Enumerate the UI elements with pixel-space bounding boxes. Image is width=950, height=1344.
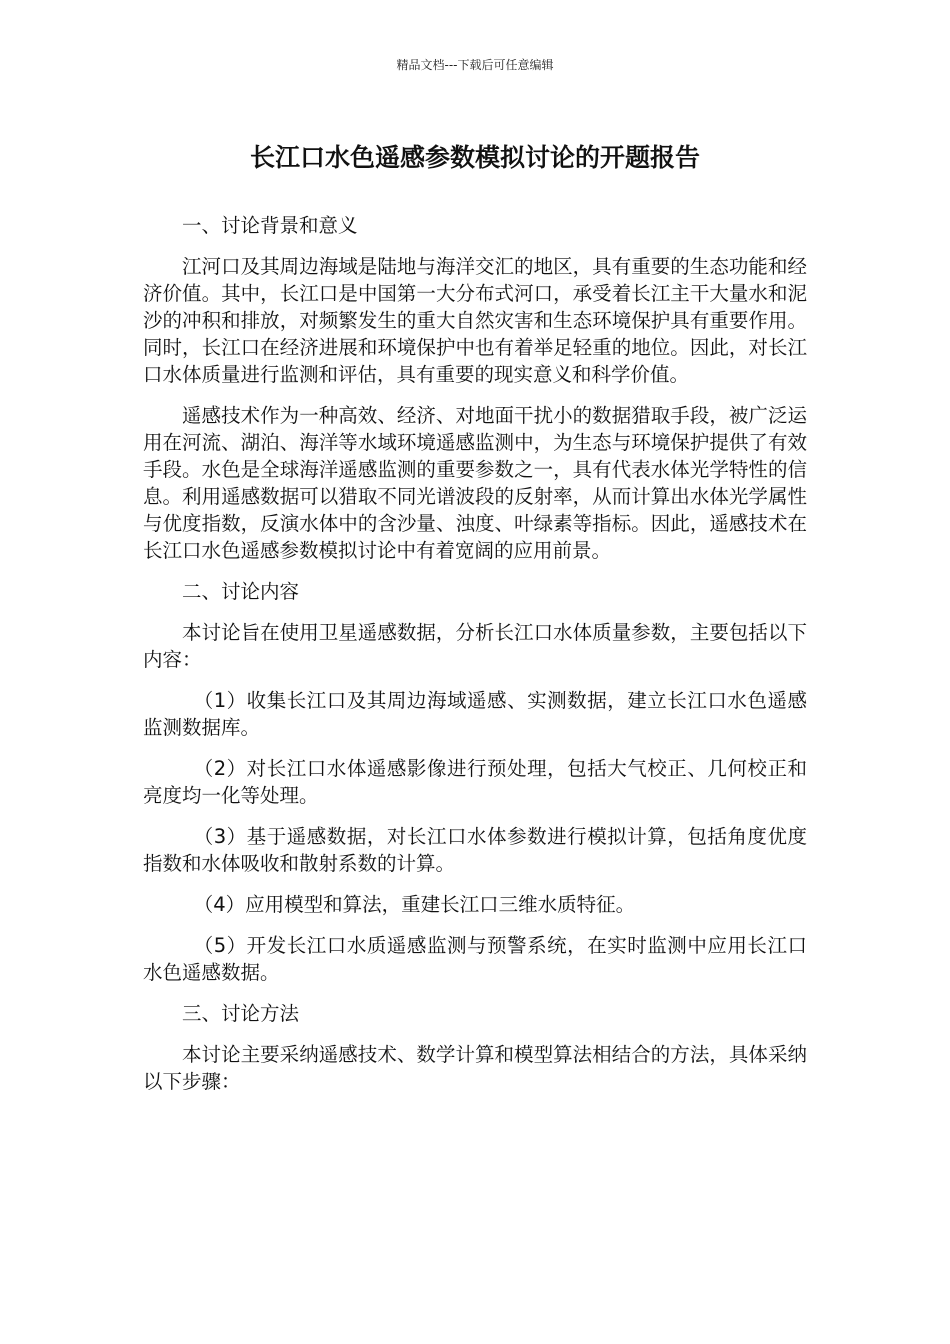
- paragraph-method-intro: 本讨论主要采纳遥感技术、数学计算和模型算法相结合的方法，具体采纳以下步骤：: [143, 1043, 807, 1093]
- content-list-item-5: （5）开发长江口水质遥感监测与预警系统，在实时监测中应用长江口水色遥感数据。: [143, 934, 807, 984]
- paragraph-background-2: 遥感技术作为一种高效、经济、对地面干扰小的数据猎取手段，被广泛运用在河流、湖泊、海洋等水域环境遥感监测中，为生态与环境保护提供了有效手段。水色是全球海洋遥感监测的重要参数之一，具有代表水体光学特性的信息。利用遥感数据可以猎取不同光谱波段的反射率，从而计算出水体光学属性与优度指数，反演水体中的含沙量、浊度、叶绿素等指标。因此，遥感技术在长江口水色遥感参数模拟讨论中有着宽阔的应用前景。: [143, 404, 807, 562]
- section-heading-content: 二、讨论内容: [182, 580, 300, 603]
- document-body: [143, 212, 807, 1109]
- section-heading-method: 三、讨论方法: [182, 1002, 300, 1025]
- content-list-item-2: （2）对长江口水体遥感影像进行预处理，包括大气校正、几何校正和亮度均一化等处理。: [143, 757, 807, 807]
- header-note: 精品文档---下载后可任意编辑: [396, 58, 554, 72]
- content-list-item-4: （4）应用模型和算法，重建长江口三维水质特征。: [193, 893, 636, 916]
- content-list-item-1: （1）收集长江口及其周边海域遥感、实测数据，建立长江口水色遥感监测数据库。: [143, 689, 807, 739]
- document-title: 长江口水色遥感参数模拟讨论的开题报告: [249, 143, 700, 172]
- content-list-item-3: （3）基于遥感数据，对长江口水体参数进行模拟计算，包括角度优度指数和水体吸收和散射系数的计算。: [143, 825, 807, 875]
- section-heading-background: 一、讨论背景和意义: [182, 214, 358, 237]
- paragraph-background-1: 江河口及其周边海域是陆地与海洋交汇的地区，具有重要的生态功能和经济价值。其中，长江口是中国第一大分布式河口，承受着长江主干大量水和泥沙的冲积和排放，对频繁发生的重大自然灾害和生态环境保护具有重要作用。同时，长江口在经济进展和环境保护中也有着举足轻重的地位。因此，对长江口水体质量进行监测和评估，具有重要的现实意义和科学价值。: [143, 255, 807, 386]
- paragraph-content-intro: 本讨论旨在使用卫星遥感数据，分析长江口水体质量参数，主要包括以下内容：: [143, 621, 807, 671]
